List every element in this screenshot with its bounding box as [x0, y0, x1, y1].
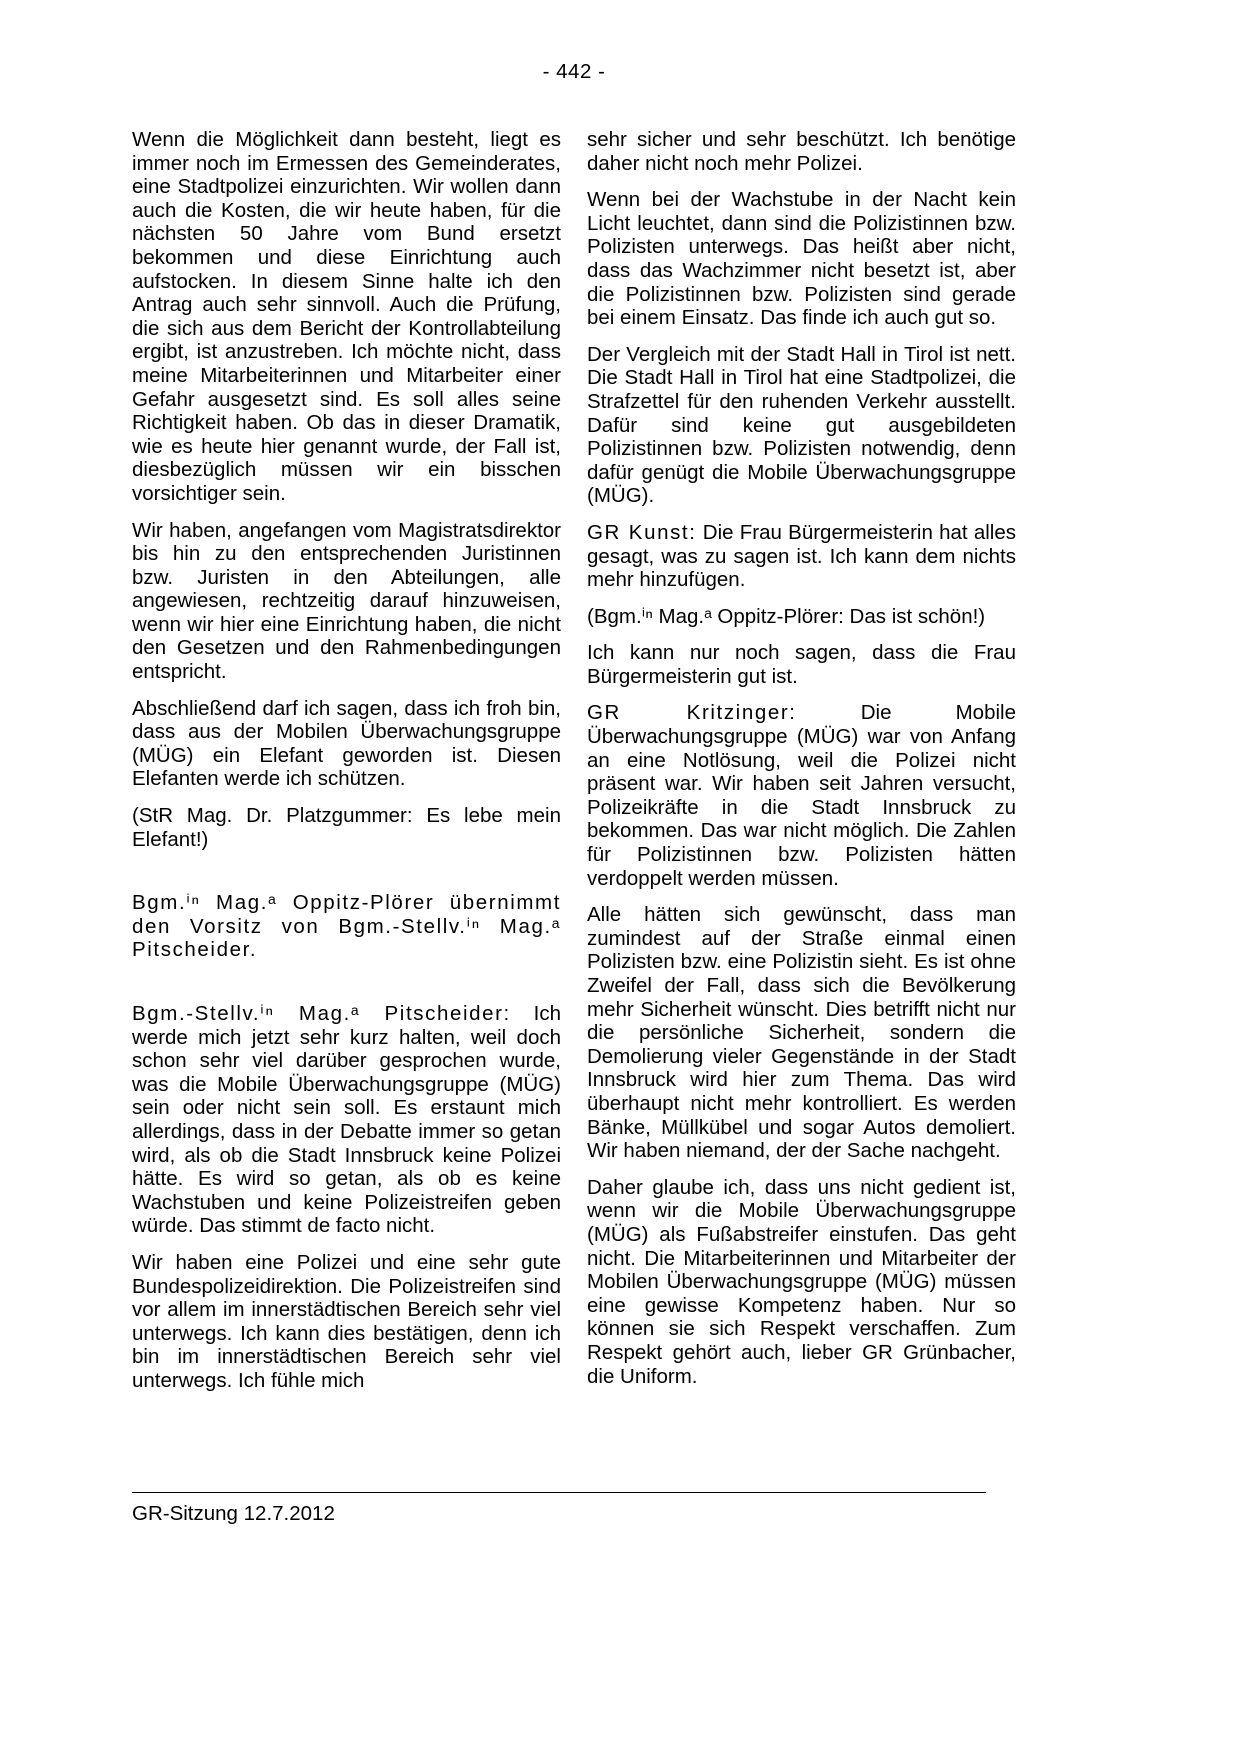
speech-text: Die Mobile Überwachungsgruppe (MÜG) war von Anfang an eine Notlösung, weil die Polizei nicht präsent war. Wir haben seit Jahren versucht, Polizeikräfte in die Stadt Innsbruck zu bekommen. Das war nicht möglich. Die Zahlen für Polizistinnen bzw. Polizisten hätten verdoppelt werden müssen.	[587, 701, 1016, 890]
footer-divider	[132, 1492, 986, 1493]
speech-paragraph	[132, 1002, 561, 1238]
speech-paragraph	[587, 521, 1016, 592]
interjection-paragraph: (Bgm.ⁱⁿ Mag.ᵃ Oppitz-Plörer: Das ist schön!)	[587, 604, 986, 628]
page-content	[132, 128, 1016, 1406]
interjection-paragraph: (StR Mag. Dr. Platzgummer: Es lebe mein Elefant!)	[132, 804, 561, 851]
right-column	[587, 128, 1016, 1406]
paragraph: Wenn bei der Wachstube in der Nacht kein Licht leuchtet, dann sind die Polizistinnen bzw. Polizisten unterwegs. Das heißt aber nicht, dass das Wachzimmer nicht besetzt ist, aber die Polizistinnen bzw. Polizisten sind gerade bei einem Einsatz. Das finde ich auch gut so.	[587, 188, 1016, 330]
speech-text: Die Frau Bürgermeisterin hat alles gesagt, was zu sagen ist. Ich kann dem nichts mehr hinzufügen.	[587, 520, 1016, 592]
page-number: - 442 -	[542, 60, 606, 83]
footer-text: GR-Sitzung 12.7.2012	[132, 1502, 335, 1525]
speaker-name: GR Kritzinger:	[587, 701, 797, 725]
paragraph: Alle hätten sich gewünscht, dass man zumindest auf der Straße einmal einen Polizisten bzw. eine Polizistin sieht. Es ist ohne Zweifel der Fall, dass sich die Bevölkerung mehr Sicherheit wünscht. Dies betrifft nicht nur die persönliche Sicherheit, sondern die Demolierung vieler Gegenstände in der Stadt Innsbruck wird hier zum Thema. Das wird überhaupt nicht mehr kontrolliert. Es werden Bänke, Müllkübel und sogar Autos demoliert. Wir haben niemand, der der Sache nachgeht.	[587, 903, 1016, 1163]
speaker-name: GR Kunst:	[587, 520, 697, 544]
paragraph: Der Vergleich mit der Stadt Hall in Tirol ist nett. Die Stadt Hall in Tirol hat eine Stadtpolizei, die Strafzettel für den ruhenden Verkehr ausstellt. Dafür sind keine gut ausgebildeten Polizistinnen bzw. Polizisten notwendig, denn dafür genügt die Mobile Überwachungsgruppe (MÜG).	[587, 342, 1016, 508]
paragraph: Wenn die Möglichkeit dann besteht, liegt es immer noch im Ermessen des Gemeinderates, eine Stadtpolizei einzurichten. Wir wollen dann auch die Kosten, die wir heute haben, für die nächsten 50 Jahre vom Bund ersetzt bekommen und diese Einrichtung auch aufstocken. In diesem Sinne halte ich den Antrag auch sehr sinnvoll. Auch die Prüfung, die sich aus dem Bericht der Kontrollabteilung ergibt, ist anzustreben. Ich möchte nicht, dass meine Mitarbeiterinnen und Mitarbeiter einer Gefahr ausgesetzt sind. Es soll alles seine Richtigkeit haben. Ob das in dieser Dramatik, wie es heute hier genannt wurde, der Fall ist, diesbezüglich müssen wir ein bisschen vorsichtiger sein.	[132, 128, 561, 505]
paragraph: Daher glaube ich, dass uns nicht gedient ist, wenn wir die Mobile Überwachungsgruppe (MÜG) als Fußabstreifer einstufen. Das geht nicht. Die Mitarbeiterinnen und Mitarbeiter der Mobilen Überwachungsgruppe (MÜG) müssen eine gewisse Kompetenz haben. Nur so können sie sich Respekt verschaffen. Zum Respekt gehört auch, lieber GR Grünbacher, die Uniform.	[587, 1175, 1016, 1388]
paragraph: Wir haben, angefangen vom Magistratsdirektor bis hin zu den entsprechenden Juristinnen bzw. Juristen in den Abteilungen, alle angewiesen, rechtzeitig darauf hinzuweisen, wenn wir hier eine Einrichtung haben, die nicht den Gesetzen und den Rahmenbedingungen entspricht.	[132, 518, 561, 684]
paragraph: Abschließend darf ich sagen, dass ich froh bin, dass aus der Mobilen Überwachungsgruppe (MÜG) ein Elefant geworden ist. Diesen Elefanten werde ich schützen.	[132, 696, 561, 791]
speech-text: Ich werde mich jetzt sehr kurz halten, weil doch schon sehr viel darüber gesprochen wurde, was die Mobile Überwachungsgruppe (MÜG) sein oder nicht sein soll. Es erstaunt mich allerdings, dass in der Debatte immer so getan wird, als ob die Stadt Innsbruck keine Polizei hätte. Es wird so getan, als ob es keine Wachstuben und keine Polizeistreifen geben würde. Das stimmt de facto nicht.	[132, 1002, 561, 1238]
speech-paragraph	[587, 701, 1016, 890]
paragraph: Ich kann nur noch sagen, dass die Frau Bürgermeisterin gut ist.	[587, 641, 1016, 688]
speaker-name: Bgm.-Stellv.ⁱⁿ Mag.ᵃ Pitscheider:	[132, 1002, 511, 1025]
stage-direction-paragraph: Bgm.ⁱⁿ Mag.ᵃ Oppitz-Plörer übernimmt den Vorsitz von Bgm.-Stellv.ⁱⁿ Mag.ᵃ Pitscheider.	[132, 891, 561, 962]
paragraph: Wir haben eine Polizei und eine sehr gute Bundespolizeidirektion. Die Polizeistreifen sind vor allem im innerstädtischen Bereich sehr viel unterwegs. Ich kann dies bestätigen, denn ich bin im innerstädtischen Bereich sehr viel unterwegs. Ich fühle mich	[132, 1250, 561, 1392]
paragraph: sehr sicher und sehr beschützt. Ich benötige daher nicht noch mehr Polizei.	[587, 128, 1016, 175]
left-column	[132, 128, 561, 1406]
